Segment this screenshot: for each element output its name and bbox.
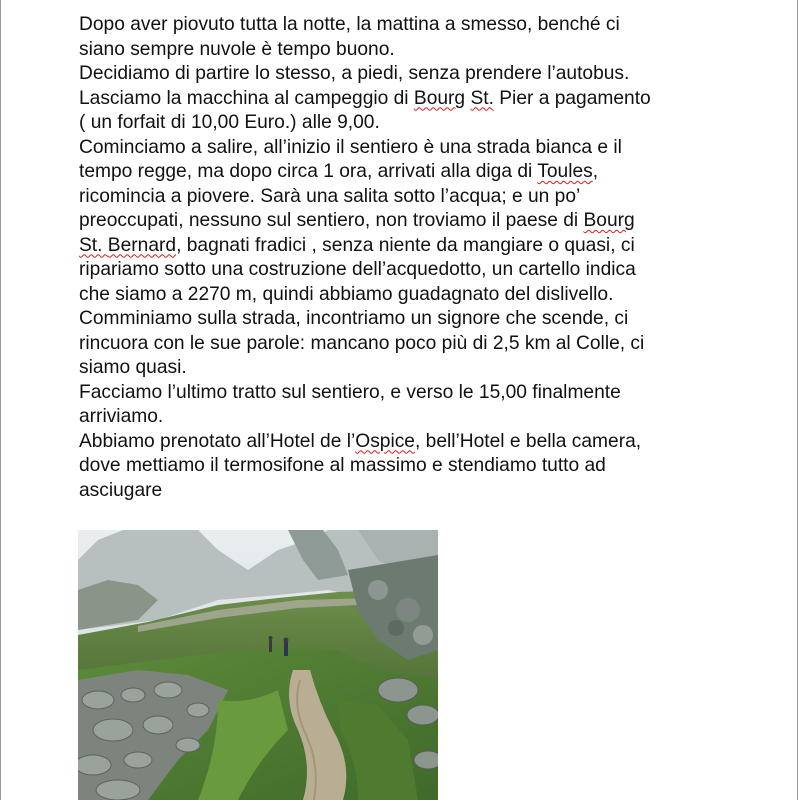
text-run: , bell’Hotel e bella camera, [414,430,642,452]
text-run: Cominciamo a salire, all’inizio il sentiero è una strada bianca e il [79,136,622,158]
text-line [79,479,779,504]
text-run: Pier a pagamento [493,87,651,109]
misspelled-word: Bourg [583,210,635,231]
text-run: , [592,161,599,182]
text-run: ricomincia a piovere. Sarà una salita sotto l’acqua; e un po’ [79,185,581,207]
text-line [79,62,779,87]
document-text-body[interactable] [79,13,779,503]
text-line [79,258,779,283]
page-left-border [0,0,1,800]
misspelled-word: St. [79,234,108,256]
text-run: Dopo aver piovuto tutta la notte, la mattina a smesso, benché ci [79,14,620,35]
misspelled-word: Bernard [107,234,177,256]
misspelled-word: St. [470,87,494,109]
text-run: Facciamo l’ultimo tratto sul sentiero, e verso le 15,00 finalmente [79,381,621,403]
text-line [79,87,779,112]
text-line [79,332,779,357]
text-run: Decidiamo di partire lo stesso, a piedi, senza prendere l’autobus. [79,63,630,84]
text-line [79,283,779,308]
text-line [79,454,779,479]
text-run: ( un forfait di 10,00 Euro.) alle 9,00. [79,112,380,133]
text-run: siamo quasi. [79,357,187,378]
text-line [79,234,779,259]
text-line [79,381,779,406]
text-run: dove mettiamo il termosifone al massimo e stendiamo tutto ad [79,455,606,476]
text-run: Comminiamo sulla strada, incontriamo un signore che scende, ci [79,308,629,329]
text-run: rincuora con le sue parole: mancano poco più di 2,5 km al Colle, ci [79,332,645,354]
text-line [79,13,779,38]
misspelled-word: Toules [537,161,593,182]
text-line [79,356,779,381]
text-line [79,307,779,332]
text-run: tempo regge, ma dopo circa 1 ora, arrivati alla diga di [79,161,538,182]
text-line [79,136,779,161]
text-run: preoccupati, nessuno sul sentiero, non troviamo il paese di [79,210,584,231]
text-line [79,430,779,455]
misspelled-word: Ospice [355,430,415,452]
text-line [79,405,779,430]
text-line [79,38,779,63]
text-run: , bagnati fradici , senza niente da mangiare o quasi, ci [176,234,635,256]
text-run: asciugare [79,479,163,501]
misspelled-word: Bourg [413,87,466,109]
text-run: siano sempre nuvole è tempo buono. [79,38,395,60]
text-line [79,160,779,185]
mountain-trail-photo [78,530,438,800]
text-run: arriviamo. [79,406,164,427]
text-line [79,111,779,136]
text-run: Abbiamo prenotato all’Hotel de l’ [79,430,356,452]
text-line [79,209,779,234]
text-line [79,185,779,210]
text-run: che siamo a 2270 m, quindi abbiamo guadagnato del dislivello. [79,283,614,305]
text-run: ripariamo sotto una costruzione dell’acquedotto, un cartello indica [79,259,636,280]
text-run: Lasciamo la macchina al campeggio di [79,87,414,109]
